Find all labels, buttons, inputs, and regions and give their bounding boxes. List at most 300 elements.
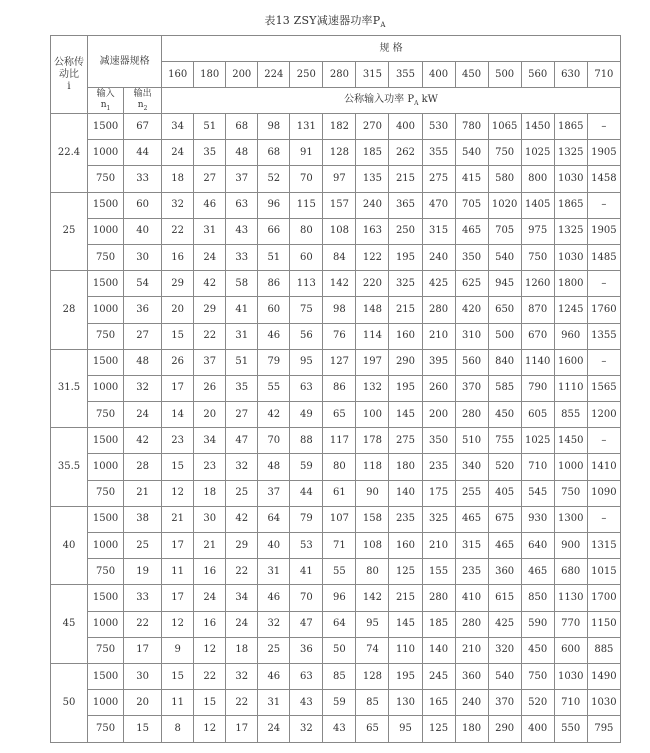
power-cell: 32 xyxy=(162,192,194,218)
power-cell: 1015 xyxy=(587,559,620,585)
power-cell: 465 xyxy=(455,218,488,244)
input-speed-cell: 750 xyxy=(88,480,124,506)
power-cell: 32 xyxy=(226,454,258,480)
power-cell: 125 xyxy=(389,559,422,585)
power-cell: 51 xyxy=(226,349,258,375)
power-cell: 870 xyxy=(521,297,554,323)
output-speed-cell: 21 xyxy=(124,480,162,506)
power-cell: 540 xyxy=(488,244,521,270)
power-cell: 290 xyxy=(488,716,521,742)
power-cell: 163 xyxy=(356,218,389,244)
power-cell: 800 xyxy=(521,166,554,192)
power-cell: 56 xyxy=(290,323,323,349)
power-cell: 1600 xyxy=(554,349,587,375)
power-cell: 63 xyxy=(290,375,323,401)
ratio-header-line2: 动比 xyxy=(59,68,80,80)
power-cell: 15 xyxy=(194,690,226,716)
power-cell: 48 xyxy=(258,454,290,480)
output-speed-cell: 22 xyxy=(124,611,162,637)
spec-header: 减速器规格 xyxy=(88,36,162,88)
input-speed-cell: 1500 xyxy=(88,114,124,140)
power-cell: 320 xyxy=(488,637,521,663)
output-speed-cell: 36 xyxy=(124,297,162,323)
input-speed-cell: 1500 xyxy=(88,271,124,297)
input-speed-symbol: n xyxy=(100,99,107,110)
power-cell: 48 xyxy=(226,140,258,166)
table-row xyxy=(51,349,621,375)
power-cell: 35 xyxy=(194,140,226,166)
table-row xyxy=(51,297,621,323)
power-cell: 710 xyxy=(554,690,587,716)
power-cell: 275 xyxy=(422,166,455,192)
power-cell: 1905 xyxy=(587,218,620,244)
power-cell: 1865 xyxy=(554,114,587,140)
power-cell: 340 xyxy=(455,454,488,480)
table-row xyxy=(51,559,621,585)
power-cell: 160 xyxy=(389,533,422,559)
table-row xyxy=(51,585,621,611)
power-cell: 215 xyxy=(389,166,422,192)
table-row xyxy=(51,716,621,742)
table-row xyxy=(51,166,621,192)
power-cell: 96 xyxy=(258,192,290,218)
power-cell: 280 xyxy=(455,611,488,637)
output-speed-cell: 60 xyxy=(124,192,162,218)
ratio-cell: 40 xyxy=(51,506,88,585)
ratio-cell: 35.5 xyxy=(51,428,88,507)
power-cell: 80 xyxy=(290,218,323,244)
power-cell: 400 xyxy=(389,114,422,140)
power-cell: 1020 xyxy=(488,192,521,218)
size-header-cell: 160 xyxy=(162,62,194,88)
power-cell: 16 xyxy=(194,559,226,585)
power-cell: 680 xyxy=(554,559,587,585)
power-cell: 1130 xyxy=(554,585,587,611)
power-cell: 260 xyxy=(422,375,455,401)
power-cell: 110 xyxy=(389,637,422,663)
power-cell: 550 xyxy=(554,716,587,742)
power-cell: 117 xyxy=(323,428,356,454)
power-cell: 840 xyxy=(488,349,521,375)
power-cell: 510 xyxy=(455,428,488,454)
power-cell: 17 xyxy=(162,533,194,559)
power-cell: – xyxy=(587,271,620,297)
caption-text: 表13 ZSY减速器功率P xyxy=(264,14,381,27)
power-cell: 30 xyxy=(194,506,226,532)
input-speed-cell: 1000 xyxy=(88,454,124,480)
power-cell: 270 xyxy=(356,114,389,140)
power-cell: 86 xyxy=(323,375,356,401)
power-cell: 142 xyxy=(323,271,356,297)
power-cell: 46 xyxy=(258,663,290,689)
power-cell: 945 xyxy=(488,271,521,297)
output-speed-cell: 15 xyxy=(124,716,162,742)
power-cell: 1140 xyxy=(521,349,554,375)
power-cell: 790 xyxy=(521,375,554,401)
power-cell: 585 xyxy=(488,375,521,401)
size-header-cell: 200 xyxy=(226,62,258,88)
table-row xyxy=(51,663,621,689)
power-cell: 51 xyxy=(258,244,290,270)
size-header-cell: 400 xyxy=(422,62,455,88)
power-cell: 60 xyxy=(290,244,323,270)
power-cell: 140 xyxy=(389,480,422,506)
power-cell: 71 xyxy=(323,533,356,559)
power-cell: 310 xyxy=(455,323,488,349)
power-cell: 1800 xyxy=(554,271,587,297)
power-cell: 425 xyxy=(488,611,521,637)
power-cell: 1905 xyxy=(587,140,620,166)
power-cell: 63 xyxy=(290,663,323,689)
power-cell: 53 xyxy=(290,533,323,559)
power-cell: 280 xyxy=(455,402,488,428)
power-cell: 84 xyxy=(323,244,356,270)
power-cell: 22 xyxy=(162,218,194,244)
power-cell: 46 xyxy=(194,192,226,218)
power-unit-suffix: kW xyxy=(418,93,438,105)
power-cell: 315 xyxy=(422,218,455,244)
power-cell: 1025 xyxy=(521,428,554,454)
ratio-cell: 45 xyxy=(51,585,88,664)
power-cell: 960 xyxy=(554,323,587,349)
power-cell: 280 xyxy=(422,297,455,323)
power-cell: 850 xyxy=(521,585,554,611)
output-speed-cell: 27 xyxy=(124,323,162,349)
power-cell: 1315 xyxy=(587,533,620,559)
table-row xyxy=(51,375,621,401)
caption-subscript: A xyxy=(380,21,386,30)
power-cell: 705 xyxy=(488,218,521,244)
power-cell: 95 xyxy=(389,716,422,742)
power-cell: 70 xyxy=(290,166,323,192)
power-cell: 350 xyxy=(455,244,488,270)
output-speed-label: 输出 xyxy=(133,89,152,100)
table-row xyxy=(51,114,621,140)
output-speed-header xyxy=(124,88,162,114)
power-cell: 158 xyxy=(356,506,389,532)
power-cell: 20 xyxy=(162,297,194,323)
power-cell: 1405 xyxy=(521,192,554,218)
power-cell: 52 xyxy=(258,166,290,192)
power-cell: 43 xyxy=(226,218,258,244)
power-cell: 240 xyxy=(422,244,455,270)
power-cell: 22 xyxy=(194,663,226,689)
size-header-cell: 560 xyxy=(521,62,554,88)
power-cell: 240 xyxy=(455,690,488,716)
power-cell: 1325 xyxy=(554,218,587,244)
power-cell: 107 xyxy=(323,506,356,532)
power-cell: 47 xyxy=(226,428,258,454)
power-cell: 64 xyxy=(323,611,356,637)
table-caption xyxy=(0,12,650,29)
power-cell: 80 xyxy=(323,454,356,480)
output-speed-cell: 30 xyxy=(124,244,162,270)
power-cell: 88 xyxy=(290,428,323,454)
power-cell: 200 xyxy=(422,402,455,428)
power-cell: 118 xyxy=(356,454,389,480)
size-header-cell: 280 xyxy=(323,62,356,88)
power-cell: 44 xyxy=(290,480,323,506)
power-cell: 1760 xyxy=(587,297,620,323)
power-cell: 400 xyxy=(521,716,554,742)
power-cell: 18 xyxy=(226,637,258,663)
power-cell: 750 xyxy=(521,244,554,270)
power-cell: 1458 xyxy=(587,166,620,192)
power-cell: 26 xyxy=(194,375,226,401)
power-cell: 65 xyxy=(323,402,356,428)
power-cell: 465 xyxy=(521,559,554,585)
power-cell: 100 xyxy=(356,402,389,428)
size-header-cell: 250 xyxy=(290,62,323,88)
power-cell: – xyxy=(587,506,620,532)
power-cell: 325 xyxy=(389,271,422,297)
power-cell: 49 xyxy=(290,402,323,428)
power-cell: 27 xyxy=(226,402,258,428)
power-cell: 1450 xyxy=(521,114,554,140)
power-cell: 195 xyxy=(389,375,422,401)
power-table xyxy=(50,35,621,743)
output-speed-cell: 33 xyxy=(124,585,162,611)
power-cell: 15 xyxy=(162,663,194,689)
power-cell: 470 xyxy=(422,192,455,218)
power-cell: 108 xyxy=(323,218,356,244)
table-row xyxy=(51,454,621,480)
power-cell: 1565 xyxy=(587,375,620,401)
power-cell: 12 xyxy=(162,611,194,637)
power-cell: 34 xyxy=(162,114,194,140)
size-header-cell: 630 xyxy=(554,62,587,88)
table-row xyxy=(51,611,621,637)
power-cell: 113 xyxy=(290,271,323,297)
table-row xyxy=(51,428,621,454)
power-cell: 79 xyxy=(290,506,323,532)
size-header-cell: 315 xyxy=(356,62,389,88)
ratio-cell: 28 xyxy=(51,271,88,350)
output-speed-cell: 42 xyxy=(124,428,162,454)
power-cell: 17 xyxy=(162,585,194,611)
power-cell: 32 xyxy=(258,611,290,637)
table-row xyxy=(51,192,621,218)
output-speed-cell: 24 xyxy=(124,402,162,428)
ratio-header-line3: i xyxy=(67,80,71,92)
power-cell: 415 xyxy=(455,166,488,192)
power-cell: 580 xyxy=(488,166,521,192)
power-cell: 157 xyxy=(323,192,356,218)
output-speed-cell: 30 xyxy=(124,663,162,689)
power-cell: 22 xyxy=(226,559,258,585)
power-cell: 210 xyxy=(455,637,488,663)
power-cell: 36 xyxy=(290,637,323,663)
power-cell: 33 xyxy=(226,244,258,270)
power-cell: 12 xyxy=(194,716,226,742)
power-cell: 675 xyxy=(488,506,521,532)
power-cell: 80 xyxy=(356,559,389,585)
input-speed-cell: 1000 xyxy=(88,140,124,166)
power-cell: 40 xyxy=(258,533,290,559)
power-cell: 255 xyxy=(455,480,488,506)
input-speed-cell: 1500 xyxy=(88,585,124,611)
power-cell: 31 xyxy=(258,690,290,716)
power-cell: 1200 xyxy=(587,402,620,428)
power-cell: 140 xyxy=(422,637,455,663)
output-speed-cell: 44 xyxy=(124,140,162,166)
power-cell: 600 xyxy=(554,637,587,663)
power-cell: 15 xyxy=(162,323,194,349)
table-row xyxy=(51,533,621,559)
power-cell: 98 xyxy=(258,114,290,140)
power-cell: 59 xyxy=(290,454,323,480)
power-cell: 900 xyxy=(554,533,587,559)
size-header-cell: 224 xyxy=(258,62,290,88)
power-cell: 58 xyxy=(226,271,258,297)
power-cell: 465 xyxy=(488,533,521,559)
table-row xyxy=(51,506,621,532)
power-cell: 360 xyxy=(455,663,488,689)
power-cell: 625 xyxy=(455,271,488,297)
ratio-header xyxy=(51,36,88,114)
power-cell: – xyxy=(587,114,620,140)
power-cell: 148 xyxy=(356,297,389,323)
power-cell: 16 xyxy=(162,244,194,270)
power-cell: 420 xyxy=(455,297,488,323)
power-cell: 132 xyxy=(356,375,389,401)
power-unit-prefix: 公称输入功率 P xyxy=(344,93,415,105)
power-cell: 615 xyxy=(488,585,521,611)
power-cell: 46 xyxy=(258,585,290,611)
input-speed-cell: 1000 xyxy=(88,218,124,244)
power-cell: 1450 xyxy=(554,428,587,454)
power-cell: 540 xyxy=(488,663,521,689)
power-cell: 22 xyxy=(194,323,226,349)
input-speed-cell: 750 xyxy=(88,637,124,663)
input-speed-cell: 1500 xyxy=(88,349,124,375)
power-cell: 500 xyxy=(488,323,521,349)
power-cell: 350 xyxy=(422,428,455,454)
power-cell: 1030 xyxy=(554,663,587,689)
power-cell: 1355 xyxy=(587,323,620,349)
power-cell: 23 xyxy=(162,428,194,454)
power-cell: 275 xyxy=(389,428,422,454)
power-cell: 50 xyxy=(323,637,356,663)
input-speed-cell: 750 xyxy=(88,166,124,192)
power-cell: 32 xyxy=(290,716,323,742)
power-cell: 365 xyxy=(389,192,422,218)
power-cell: 12 xyxy=(194,637,226,663)
power-cell: 41 xyxy=(226,297,258,323)
power-cell: 65 xyxy=(356,716,389,742)
power-cell: 97 xyxy=(323,166,356,192)
power-cell: 55 xyxy=(258,375,290,401)
power-cell: 590 xyxy=(521,611,554,637)
output-speed-cell: 19 xyxy=(124,559,162,585)
power-cell: 42 xyxy=(258,402,290,428)
power-cell: 220 xyxy=(356,271,389,297)
output-speed-cell: 40 xyxy=(124,218,162,244)
power-cell: 85 xyxy=(323,663,356,689)
power-cell: 60 xyxy=(258,297,290,323)
power-cell: 262 xyxy=(389,140,422,166)
input-speed-cell: 750 xyxy=(88,244,124,270)
power-cell: 51 xyxy=(194,114,226,140)
power-cell: 545 xyxy=(521,480,554,506)
ratio-cell: 25 xyxy=(51,192,88,271)
power-cell: 450 xyxy=(488,402,521,428)
power-cell: 26 xyxy=(162,349,194,375)
power-cell: 370 xyxy=(455,375,488,401)
power-cell: 17 xyxy=(162,375,194,401)
power-cell: 1150 xyxy=(587,611,620,637)
power-cell: 195 xyxy=(389,663,422,689)
power-cell: 131 xyxy=(290,114,323,140)
output-speed-cell: 54 xyxy=(124,271,162,297)
power-cell: 16 xyxy=(194,611,226,637)
ratio-cell: 22.4 xyxy=(51,114,88,193)
power-cell: 290 xyxy=(389,349,422,375)
input-speed-cell: 750 xyxy=(88,402,124,428)
table-row xyxy=(51,218,621,244)
power-cell: 520 xyxy=(488,454,521,480)
power-cell: 90 xyxy=(356,480,389,506)
power-cell: 450 xyxy=(521,637,554,663)
table-body xyxy=(51,114,621,743)
power-cell: 210 xyxy=(422,323,455,349)
power-cell: 85 xyxy=(356,690,389,716)
power-cell: 79 xyxy=(258,349,290,375)
input-speed-cell: 750 xyxy=(88,716,124,742)
power-cell: 91 xyxy=(290,140,323,166)
input-speed-cell: 750 xyxy=(88,323,124,349)
power-cell: 68 xyxy=(258,140,290,166)
input-speed-header xyxy=(88,88,124,114)
power-cell: 25 xyxy=(258,637,290,663)
power-cell: 42 xyxy=(226,506,258,532)
power-cell: 130 xyxy=(389,690,422,716)
power-cell: 540 xyxy=(455,140,488,166)
power-cell: 96 xyxy=(323,585,356,611)
input-speed-label: 输入 xyxy=(96,89,115,100)
power-cell: 185 xyxy=(356,140,389,166)
output-speed-cell: 38 xyxy=(124,506,162,532)
power-cell: 41 xyxy=(290,559,323,585)
power-cell: 180 xyxy=(455,716,488,742)
power-cell: 145 xyxy=(389,402,422,428)
power-cell: 95 xyxy=(290,349,323,375)
power-cell: 410 xyxy=(455,585,488,611)
input-speed-cell: 1500 xyxy=(88,663,124,689)
output-speed-cell: 32 xyxy=(124,375,162,401)
power-cell: 250 xyxy=(389,218,422,244)
table-row xyxy=(51,244,621,270)
power-cell: 1030 xyxy=(554,244,587,270)
power-cell: 24 xyxy=(194,244,226,270)
power-cell: 280 xyxy=(422,585,455,611)
power-cell: 175 xyxy=(422,480,455,506)
size-header-cell: 500 xyxy=(488,62,521,88)
power-cell: 750 xyxy=(488,140,521,166)
power-cell: 770 xyxy=(554,611,587,637)
power-cell: 1490 xyxy=(587,663,620,689)
power-cell: 1030 xyxy=(554,166,587,192)
power-cell: 25 xyxy=(226,480,258,506)
power-cell: 68 xyxy=(226,114,258,140)
power-cell: 145 xyxy=(389,611,422,637)
power-cell: 1245 xyxy=(554,297,587,323)
input-speed-cell: 1000 xyxy=(88,297,124,323)
size-header-cell: 355 xyxy=(389,62,422,88)
power-cell: 360 xyxy=(488,559,521,585)
output-speed-subscript: 2 xyxy=(143,104,148,112)
power-cell: 795 xyxy=(587,716,620,742)
